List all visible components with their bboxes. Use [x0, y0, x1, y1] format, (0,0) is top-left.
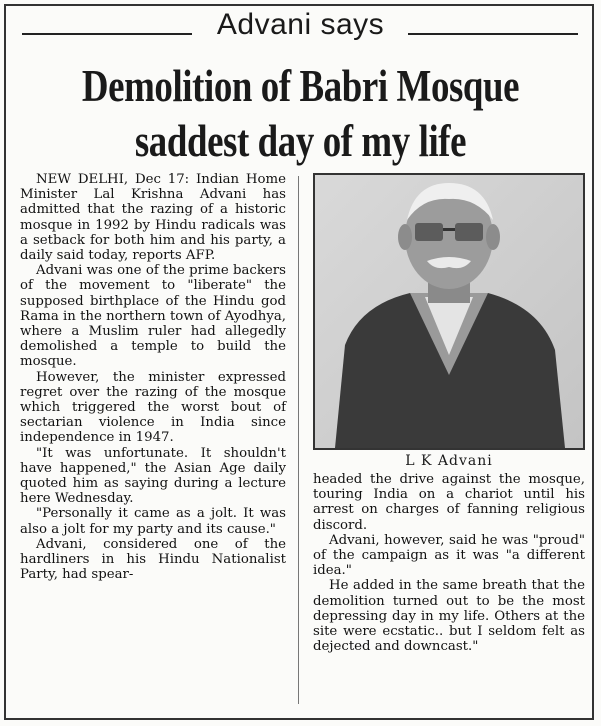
headline-line-2: saddest day of my life: [134, 116, 467, 166]
advani-photo: [313, 173, 585, 450]
kicker: Advani says: [216, 8, 385, 41]
paragraph: He added in the same breath that the demolition turned out to be the most depressing day in my life. Others at the site were ecstatic.. but I seldom felt as dejected and downcast.": [313, 578, 585, 655]
paragraph: Advani was one of the prime backers of the movement to "liberate" the supposed birthplace of the Hindu god Rama in the northern town of Ayodhya, where a Muslim ruler had allegedly demolished a temple to build the mosque.: [20, 263, 286, 370]
kicker-rule-right: [408, 33, 578, 35]
photo-caption: L K Advani: [405, 453, 493, 469]
portrait-illustration: [315, 175, 583, 448]
paragraph: "Personally it came as a jolt. It was also a jolt for my party and its cause.": [20, 506, 286, 537]
headline-line-1: Demolition of Babri Mosque: [81, 61, 520, 111]
paragraph: Advani, considered one of the hardliners in his Hindu Nationalist Party, had spear-: [20, 536, 286, 583]
column-divider: [298, 176, 299, 704]
paragraph: "It was unfortunate. It shouldn't have happened," the Asian Age daily quoted him as saying during a lecture here Wednesday.: [20, 445, 286, 507]
article-column-left: [20, 172, 286, 582]
article-column-right: [313, 472, 585, 654]
paragraph: headed the drive against the mosque, touring India on a chariot until his arrest on charges of fanning religious discord.: [313, 472, 585, 533]
paragraph: Advani, however, said he was "proud" of the campaign as it was "a different idea.": [313, 532, 585, 579]
paragraph: NEW DELHI, Dec 17: Indian Home Minister Lal Krishna Advani has admitted that the razing of a historic mosque in 1992 by Hindu radicals was a setback for both him and his party, a daily said today, reports AFP.: [20, 172, 286, 264]
paragraph: However, the minister expressed regret over the razing of the mosque which triggered the worst bout of sectarian violence in India since independence in 1947.: [20, 369, 286, 446]
